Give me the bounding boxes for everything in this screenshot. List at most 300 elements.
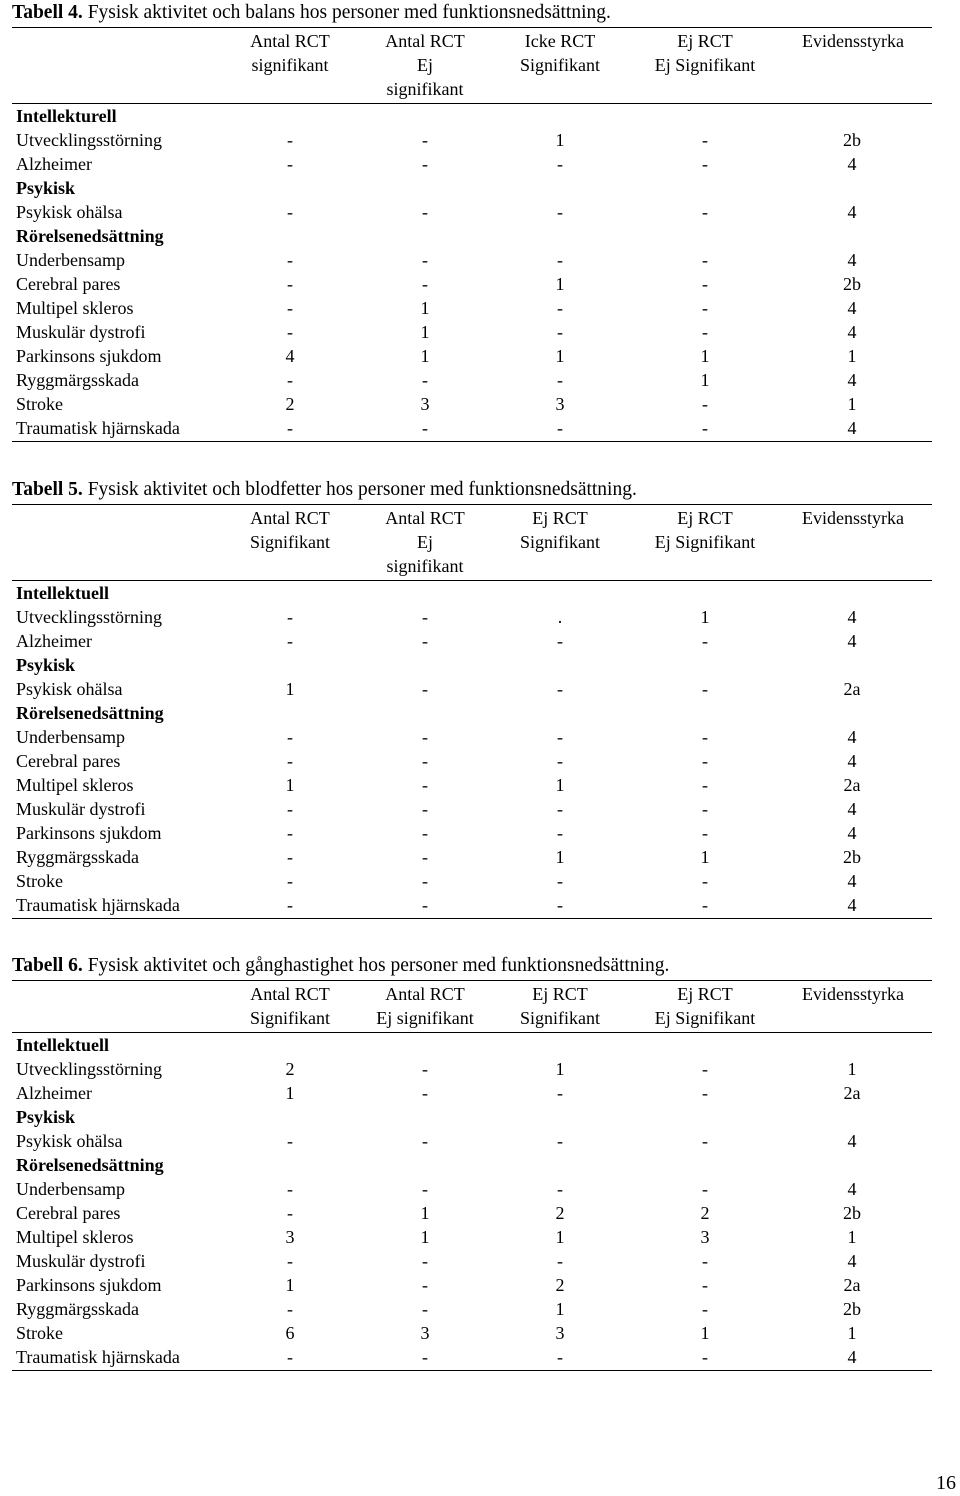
table-row — [12, 200, 932, 224]
row-label: Muskulär dystrofi — [16, 1251, 146, 1271]
table-row — [12, 1345, 932, 1369]
column-header-line: Signifikant — [520, 532, 600, 552]
row-label: Parkinsons sjukdom — [16, 1275, 162, 1295]
column-header-line: Evidensstyrka — [802, 508, 904, 528]
table-top-rule — [12, 27, 932, 28]
table-cell: - — [422, 895, 428, 915]
table-cell: - — [422, 727, 428, 747]
table-cell: 4 — [847, 250, 857, 270]
column-header — [778, 982, 928, 1006]
table-cell: - — [702, 322, 708, 342]
section-label: Rörelsenedsättning — [16, 1155, 164, 1175]
table-cell: - — [557, 1347, 563, 1367]
table-caption — [12, 479, 932, 501]
table-cell: 4 — [847, 370, 857, 390]
table-header — [12, 29, 932, 103]
table-cell: - — [287, 1299, 293, 1319]
table-row — [12, 248, 932, 272]
table-cell: 3 — [285, 1227, 295, 1247]
table-cell: 1 — [420, 1203, 430, 1223]
table-cell: - — [287, 202, 293, 222]
table-cell: 6 — [285, 1323, 295, 1343]
table-header — [12, 982, 932, 1032]
row-label: Alzheimer — [16, 1083, 92, 1103]
table-cell: 4 — [847, 298, 857, 318]
row-label: Utvecklingsstörning — [16, 1059, 162, 1079]
section-row — [12, 104, 932, 128]
column-header-line: Evidensstyrka — [802, 984, 904, 1004]
row-label: Cerebral pares — [16, 1203, 121, 1223]
table-cell: 2 — [555, 1275, 565, 1295]
table-cell: 4 — [847, 607, 857, 627]
table-cell: - — [557, 799, 563, 819]
table-cell: - — [702, 751, 708, 771]
table-cell: 1 — [847, 394, 857, 414]
table-cell: - — [422, 370, 428, 390]
table-cell: - — [557, 895, 563, 915]
table-cell: 4 — [847, 823, 857, 843]
table-cell: - — [702, 1083, 708, 1103]
row-label: Muskulär dystrofi — [16, 799, 146, 819]
section-label: Rörelsenedsättning — [16, 226, 164, 246]
table-cell: - — [702, 394, 708, 414]
row-label: Ryggmärgsskada — [16, 847, 139, 867]
table-cell: 1 — [555, 130, 565, 150]
table-bottom-rule — [12, 441, 932, 442]
table-cell: - — [422, 1059, 428, 1079]
table-cell: 2b — [843, 1299, 861, 1319]
table-cell: 4 — [847, 1251, 857, 1271]
column-header — [220, 506, 360, 554]
table-cell: 2 — [285, 1059, 295, 1079]
table-cell: - — [702, 1131, 708, 1151]
table-cell: - — [422, 847, 428, 867]
section-label: Psykisk — [16, 1107, 76, 1127]
table-cell: 1 — [555, 775, 565, 795]
table-row — [12, 1201, 932, 1225]
table-cell: - — [702, 274, 708, 294]
table-cell: - — [422, 1083, 428, 1103]
table-cell: 3 — [555, 394, 565, 414]
table-cell: 4 — [847, 322, 857, 342]
table-caption-number: Tabell 6. — [12, 955, 83, 976]
table-top-rule — [12, 980, 932, 981]
table-caption — [12, 2, 932, 24]
row-label: Underbensamp — [16, 1179, 125, 1199]
table-cell: 1 — [555, 346, 565, 366]
column-header — [490, 29, 630, 77]
table-4 — [12, 2, 932, 442]
table-row — [12, 725, 932, 749]
table-cell: 1 — [555, 1059, 565, 1079]
table-cell: 1 — [847, 1227, 857, 1247]
column-header-line: Antal RCT — [385, 31, 465, 51]
row-label: Multipel skleros — [16, 1227, 134, 1247]
table-cell: - — [422, 1347, 428, 1367]
table-cell: 2 — [285, 394, 295, 414]
section-label: Psykisk — [16, 655, 76, 675]
table-cell: - — [702, 775, 708, 795]
table-cell: 1 — [700, 370, 710, 390]
table-cell: - — [422, 250, 428, 270]
table-cell: - — [422, 751, 428, 771]
column-header-line: Signifikant — [520, 1008, 600, 1028]
table-cell: 2a — [843, 1275, 861, 1295]
table-cell: - — [422, 1275, 428, 1295]
table-cell: - — [422, 130, 428, 150]
table-cell: - — [287, 154, 293, 174]
table-cell: - — [557, 751, 563, 771]
table-row — [12, 821, 932, 845]
table-cell: - — [702, 154, 708, 174]
table-cell: - — [557, 154, 563, 174]
row-label: Parkinsons sjukdom — [16, 346, 162, 366]
table-cell: 1 — [555, 847, 565, 867]
row-label: Traumatisk hjärnskada — [16, 895, 180, 915]
table-cell: - — [557, 1083, 563, 1103]
table-cell: - — [287, 418, 293, 438]
column-header-line: Signifikant — [520, 55, 600, 75]
table-cell: - — [702, 298, 708, 318]
table-row — [12, 1273, 932, 1297]
row-label: Utvecklingsstörning — [16, 607, 162, 627]
row-label: Multipel skleros — [16, 775, 134, 795]
table-cell: - — [557, 1179, 563, 1199]
table-cell: - — [557, 418, 563, 438]
column-header — [355, 29, 495, 101]
row-label: Ryggmärgsskada — [16, 1299, 139, 1319]
table-cell: 4 — [847, 1347, 857, 1367]
table-cell: - — [702, 202, 708, 222]
table-cell: 1 — [420, 322, 430, 342]
row-label: Underbensamp — [16, 250, 125, 270]
column-header — [620, 506, 790, 554]
row-label: Muskulär dystrofi — [16, 322, 146, 342]
table-cell: - — [287, 895, 293, 915]
table-cell: - — [422, 202, 428, 222]
table-row — [12, 1177, 932, 1201]
table-cell: - — [557, 202, 563, 222]
table-cell: 2a — [843, 775, 861, 795]
table-cell: 4 — [847, 1179, 857, 1199]
row-label: Psykisk ohälsa — [16, 679, 123, 699]
table-cell: - — [557, 679, 563, 699]
table-cell: - — [422, 274, 428, 294]
table-cell: - — [287, 1251, 293, 1271]
section-row — [12, 224, 932, 248]
table-cell: 1 — [555, 274, 565, 294]
table-caption-text: Fysisk aktivitet och gånghastighet hos personer med funktionsnedsättning. — [87, 955, 670, 976]
column-header-line: Ej Signifikant — [654, 1008, 756, 1028]
table-cell: - — [287, 823, 293, 843]
table-cell: 1 — [700, 607, 710, 627]
table-cell: - — [702, 679, 708, 699]
column-header — [620, 29, 790, 77]
table-cell: - — [422, 1179, 428, 1199]
row-label: Ryggmärgsskada — [16, 370, 139, 390]
column-header — [620, 982, 790, 1030]
column-header-line: Ej signifikant — [376, 1008, 474, 1028]
column-header — [220, 29, 360, 77]
table-cell: - — [557, 727, 563, 747]
table-cell: 1 — [420, 1227, 430, 1247]
table-row — [12, 128, 932, 152]
section-label: Psykisk — [16, 178, 76, 198]
table-cell: 1 — [847, 1323, 857, 1343]
row-label: Traumatisk hjärnskada — [16, 1347, 180, 1367]
table-cell: 1 — [555, 1227, 565, 1247]
table-cell: . — [557, 607, 563, 627]
page-number: 16 — [936, 1472, 956, 1494]
column-header-line: Antal RCT — [385, 984, 465, 1004]
table-cell: 4 — [847, 871, 857, 891]
table-cell: 1 — [847, 1059, 857, 1079]
table-cell: - — [557, 1131, 563, 1151]
row-label: Cerebral pares — [16, 751, 121, 771]
column-header-line: Antal RCT — [250, 984, 330, 1004]
table-cell: - — [557, 250, 563, 270]
table-cell: 3 — [420, 394, 430, 414]
table-cell: - — [422, 154, 428, 174]
table-cell: - — [422, 631, 428, 651]
row-label: Psykisk ohälsa — [16, 202, 123, 222]
table-cell: 4 — [847, 418, 857, 438]
table-cell: 2b — [843, 847, 861, 867]
table-caption-text: Fysisk aktivitet och blodfetter hos personer med funktionsnedsättning. — [87, 479, 637, 500]
table-cell: 3 — [700, 1227, 710, 1247]
table-cell: - — [557, 298, 563, 318]
table-cell: 1 — [700, 1323, 710, 1343]
table-cell: - — [422, 823, 428, 843]
table-cell: - — [557, 823, 563, 843]
table-caption-number: Tabell 5. — [12, 479, 83, 500]
table-cell: - — [702, 1347, 708, 1367]
table-cell: 3 — [420, 1323, 430, 1343]
table-cell: - — [557, 631, 563, 651]
table-row — [12, 368, 932, 392]
table-row — [12, 416, 932, 440]
table-cell: - — [422, 607, 428, 627]
table-cell: - — [702, 130, 708, 150]
table-cell: - — [422, 679, 428, 699]
table-cell: 4 — [847, 799, 857, 819]
table-cell: 1 — [285, 679, 295, 699]
table-cell: - — [702, 871, 708, 891]
table-row — [12, 152, 932, 176]
table-cell: 2b — [843, 130, 861, 150]
table-cell: - — [287, 250, 293, 270]
table-cell: - — [287, 298, 293, 318]
column-header — [490, 506, 630, 554]
table-cell: - — [702, 631, 708, 651]
row-label: Utvecklingsstörning — [16, 130, 162, 150]
table-row — [12, 344, 932, 368]
table-cell: 4 — [847, 631, 857, 651]
column-header — [778, 29, 928, 53]
table-caption-number: Tabell 4. — [12, 2, 83, 23]
table-cell: - — [702, 1251, 708, 1271]
table-cell: 4 — [847, 727, 857, 747]
section-row — [12, 176, 932, 200]
table-row — [12, 1321, 932, 1345]
table-cell: 2a — [843, 1083, 861, 1103]
table-cell: - — [287, 631, 293, 651]
table-cell: 2a — [843, 679, 861, 699]
column-header-line: Signifikant — [250, 532, 330, 552]
table-cell: 4 — [847, 751, 857, 771]
column-header-line: Ej — [417, 55, 433, 75]
table-cell: - — [702, 895, 708, 915]
table-cell: - — [422, 775, 428, 795]
table-cell: 4 — [847, 1131, 857, 1151]
table-row — [12, 677, 932, 701]
table-row — [12, 1129, 932, 1153]
table-cell: - — [287, 1347, 293, 1367]
section-label: Rörelsenedsättning — [16, 703, 164, 723]
table-cell: - — [287, 1131, 293, 1151]
table-cell: - — [287, 607, 293, 627]
section-row — [12, 1153, 932, 1177]
table-row — [12, 749, 932, 773]
table-cell: 4 — [847, 154, 857, 174]
table-cell: - — [702, 1179, 708, 1199]
table-cell: - — [287, 847, 293, 867]
table-caption — [12, 955, 932, 977]
table-cell: 3 — [555, 1323, 565, 1343]
table-cell: - — [702, 727, 708, 747]
column-header-line: signifikant — [251, 55, 329, 75]
section-row — [12, 581, 932, 605]
table-cell: 1 — [420, 346, 430, 366]
section-row — [12, 701, 932, 725]
table-row — [12, 1225, 932, 1249]
column-header-line: Antal RCT — [250, 508, 330, 528]
table-cell: - — [287, 130, 293, 150]
table-cell: 4 — [847, 895, 857, 915]
table-cell: - — [422, 799, 428, 819]
table-cell: - — [702, 823, 708, 843]
table-6 — [12, 955, 932, 1371]
row-label: Psykisk ohälsa — [16, 1131, 123, 1151]
table-cell: - — [287, 727, 293, 747]
table-cell: - — [702, 250, 708, 270]
table-cell: 2b — [843, 274, 861, 294]
table-row — [12, 272, 932, 296]
table-cell: - — [557, 370, 563, 390]
table-cell: - — [422, 1299, 428, 1319]
table-row — [12, 392, 932, 416]
table-row — [12, 605, 932, 629]
column-header-line: Evidensstyrka — [802, 31, 904, 51]
table-cell: - — [287, 751, 293, 771]
table-cell: - — [702, 418, 708, 438]
table-row — [12, 1057, 932, 1081]
row-label: Cerebral pares — [16, 274, 121, 294]
row-label: Stroke — [16, 871, 63, 891]
table-row — [12, 296, 932, 320]
table-row — [12, 845, 932, 869]
section-row — [12, 1033, 932, 1057]
column-header-line: signifikant — [386, 79, 464, 99]
column-header-line: Ej RCT — [532, 984, 588, 1004]
table-cell: 1 — [285, 775, 295, 795]
column-header-line: Icke RCT — [524, 31, 596, 51]
table-row — [12, 893, 932, 917]
table-cell: - — [557, 871, 563, 891]
section-label: Intellektuell — [16, 583, 109, 603]
row-label: Alzheimer — [16, 631, 92, 651]
table-cell: 1 — [700, 346, 710, 366]
column-header-line: Ej RCT — [677, 984, 733, 1004]
column-header — [490, 982, 630, 1030]
table-cell: - — [287, 799, 293, 819]
table-bottom-rule — [12, 1370, 932, 1371]
table-cell: - — [702, 1275, 708, 1295]
table-cell: - — [702, 799, 708, 819]
row-label: Underbensamp — [16, 727, 125, 747]
table-caption-text: Fysisk aktivitet och balans hos personer med funktionsnedsättning. — [87, 2, 611, 23]
table-cell: - — [422, 1251, 428, 1271]
table-row — [12, 1297, 932, 1321]
column-header — [778, 506, 928, 530]
table-cell: 1 — [420, 298, 430, 318]
table-cell: 1 — [700, 847, 710, 867]
table-cell: - — [287, 322, 293, 342]
table-cell: 4 — [285, 346, 295, 366]
column-header — [355, 506, 495, 578]
table-row — [12, 629, 932, 653]
column-header-line: signifikant — [386, 556, 464, 576]
table-cell: 1 — [285, 1275, 295, 1295]
column-header — [220, 982, 360, 1030]
table-cell: 2 — [555, 1203, 565, 1223]
table-cell: - — [557, 322, 563, 342]
row-label: Parkinsons sjukdom — [16, 823, 162, 843]
table-cell: 1 — [847, 346, 857, 366]
table-cell: - — [702, 1299, 708, 1319]
column-header-line: Ej Signifikant — [654, 532, 756, 552]
table-cell: - — [287, 370, 293, 390]
table-cell: 4 — [847, 202, 857, 222]
column-header-line: Ej RCT — [677, 31, 733, 51]
table-cell: 1 — [555, 1299, 565, 1319]
table-row — [12, 797, 932, 821]
row-label: Multipel skleros — [16, 298, 134, 318]
column-header-line: Antal RCT — [385, 508, 465, 528]
section-row — [12, 653, 932, 677]
table-cell: - — [287, 871, 293, 891]
table-top-rule — [12, 504, 932, 505]
column-header-line: Signifikant — [250, 1008, 330, 1028]
column-header-line: Ej RCT — [532, 508, 588, 528]
section-label: Intellektuell — [16, 1035, 109, 1055]
table-header — [12, 506, 932, 580]
table-cell: 1 — [285, 1083, 295, 1103]
row-label: Stroke — [16, 1323, 63, 1343]
table-row — [12, 869, 932, 893]
table-cell: 2b — [843, 1203, 861, 1223]
column-header — [355, 982, 495, 1030]
table-bottom-rule — [12, 918, 932, 919]
table-row — [12, 320, 932, 344]
table-cell: - — [702, 1059, 708, 1079]
table-cell: - — [287, 274, 293, 294]
table-cell: - — [287, 1179, 293, 1199]
column-header-line: Antal RCT — [250, 31, 330, 51]
column-header-line: Ej RCT — [677, 508, 733, 528]
table-cell: - — [557, 1251, 563, 1271]
table-cell: - — [422, 418, 428, 438]
